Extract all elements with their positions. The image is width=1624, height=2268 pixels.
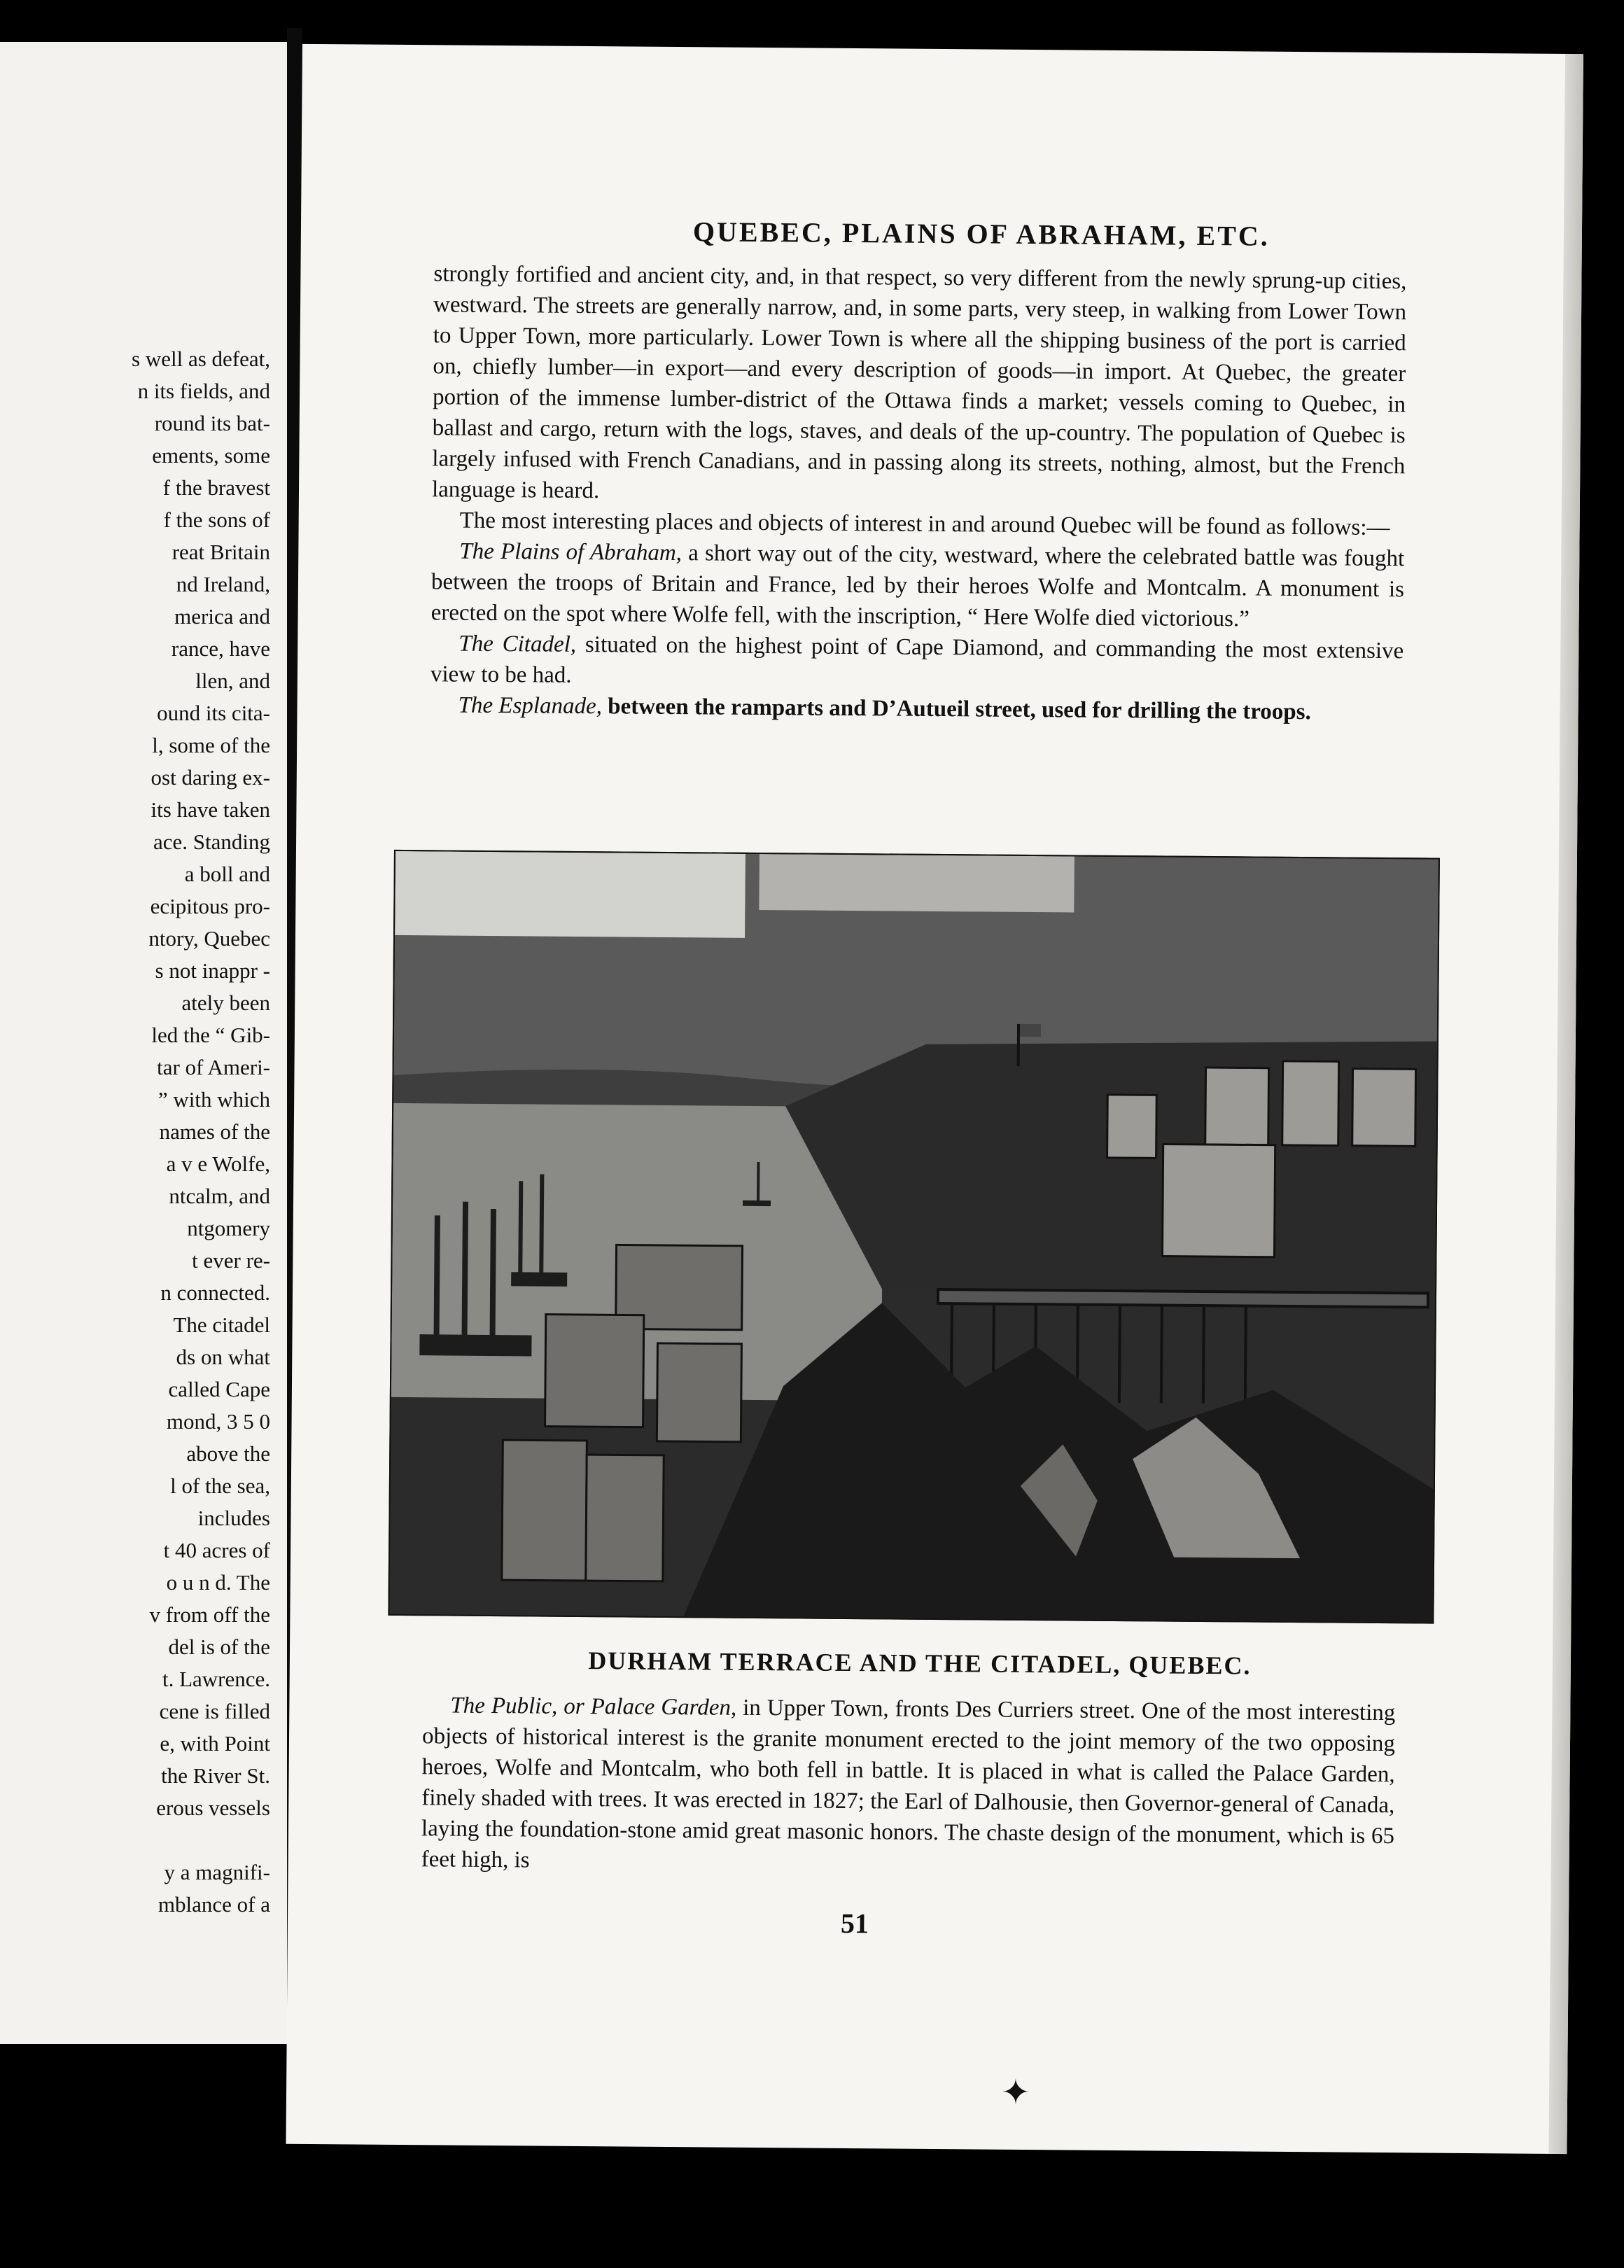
left-page-line: ecipitous pro- xyxy=(150,894,270,918)
left-page-line: reat Britain xyxy=(172,540,270,564)
paragraph-places-intro: The most interesting places and objects of interest in and around Quebec will be found as follows:— xyxy=(459,507,1390,541)
left-page-line: ound its cita- xyxy=(157,701,270,725)
left-page-line: s well as defeat, xyxy=(132,346,270,371)
left-page-line: erous vessels xyxy=(156,1795,270,1820)
left-page-line: a boll and xyxy=(184,862,270,886)
illustration-caption: DURHAM TERRACE AND THE CITADEL, QUEBEC. xyxy=(588,1646,1252,1680)
entry-title-plains: The Plains of Abraham, xyxy=(459,538,682,566)
top-text-block xyxy=(430,258,1406,728)
left-page-line: a v e Wolfe, xyxy=(166,1152,270,1176)
flagpole xyxy=(1017,1024,1020,1066)
entry-title-citadel: The Citadel, xyxy=(458,631,577,657)
paragraph-city-description: strongly fortified and ancient city, and, in that respect, so very different from the newly sprung-up cities, westward. The streets are generally narrow, and, in some parts, very steep, in walking from Lower Town to Upper Town, more particularly. Lower Town is where all the shipping business of the port is carried on, chiefly lumber—in export—and every description of goods—in import. At Quebec, the greater portion of the immense lumber-district of the Ottawa finds a market; vessels coming to Quebec, in ballast and cargo, return with the logs, staves, and deals of the up-country. The population of Quebec is largely infused with French Canadians, and in passing along its streets, nothing, almost, but the French language is heard. xyxy=(431,261,1407,504)
left-page-line: n connected. xyxy=(160,1280,270,1305)
left-page-line: llen, and xyxy=(195,668,270,693)
sky-cloud xyxy=(759,854,1074,913)
left-page-line: t ever re- xyxy=(192,1248,270,1273)
left-page-line: f the sons of xyxy=(163,507,270,532)
left-page-line: tar of Ameri- xyxy=(157,1055,270,1079)
flag xyxy=(1020,1024,1041,1037)
left-page-text xyxy=(0,343,280,1921)
left-page-line: n its fields, and xyxy=(137,379,270,403)
left-page-line: called Cape xyxy=(168,1377,270,1401)
left-page-line: del is of the xyxy=(168,1634,270,1659)
engraving-drawing xyxy=(389,851,1438,1623)
left-page-line: ements, some xyxy=(152,443,270,468)
left-page-line: led the “ Gib- xyxy=(151,1023,270,1047)
left-page-line: l of the sea, xyxy=(170,1474,270,1498)
page-edge xyxy=(1548,54,1583,2154)
left-page-line: f the bravest xyxy=(162,475,270,500)
entry-body-citadel: situated on the highest point of Cape Diamond, and commanding the most extensive view to be had. xyxy=(430,631,1404,688)
left-page-line: ntory, Quebec xyxy=(148,926,270,951)
left-page-line: ” with which xyxy=(158,1087,270,1112)
left-page-line: s not inappr - xyxy=(155,958,270,983)
left-page-line: e, with Point xyxy=(160,1731,270,1756)
left-page-line xyxy=(0,1824,280,1856)
right-page xyxy=(286,44,1583,2154)
left-page-line: cene is filled xyxy=(159,1699,270,1723)
left-page-line: nd Ireland, xyxy=(176,572,270,596)
entry-title-esplanade: The Esplanade, xyxy=(458,692,603,720)
left-page-line: The citadel xyxy=(173,1312,270,1337)
left-page-line: names of the xyxy=(159,1119,270,1144)
left-page-line: v from off the xyxy=(149,1602,270,1627)
bottom-text-block xyxy=(421,1690,1395,1882)
left-page-line: its have taken xyxy=(150,797,270,822)
entry-body-palace-garden: in Upper Town, fronts Des Curriers street. One of the most interesting objects of historical interest is the granite monument erected to the joint memory of the two opposing heroes, Wolfe and Montcalm, who both fell in battle. It is placed in what is called the Palace Garden, finely shaded with trees. It was erected in 1827; the Earl of Dalhousie, then Governor-general of Canada, laying the foundation-stone amid great masonic honors. The chaste design of the monument, which is 65 feet high, is xyxy=(421,1695,1396,1873)
left-page-line: the River St. xyxy=(161,1763,270,1788)
left-page-line: includes xyxy=(197,1506,270,1530)
running-head: QUEBEC, PLAINS OF ABRAHAM, ETC. xyxy=(692,216,1270,252)
left-page-line: rance, have xyxy=(171,636,270,661)
entry-body-esplanade: between the ramparts and D’Autueil street, used for drilling the troops. xyxy=(601,694,1311,725)
scan-mark: ✦ xyxy=(1001,2073,1030,2112)
left-page-line: mond, 3 5 0 xyxy=(166,1409,270,1434)
left-page-line: ds on what xyxy=(176,1345,270,1369)
paragraph-palace-garden xyxy=(421,1690,1395,1882)
paragraph-citadel xyxy=(430,628,1404,697)
left-page-line: ntgomery xyxy=(187,1216,270,1240)
left-page-line: o u n d. The xyxy=(166,1570,270,1595)
entry-title-palace-garden: The Public, or Palace Garden, xyxy=(450,1693,737,1721)
left-page-line: mblance of a xyxy=(158,1892,270,1917)
entry-body-plains: a short way out of the city, westward, where the celebrated battle was fought between the troops of Britain and France, led by their heroes Wolfe and Montcalm. A monument is erected on the spot where Wolfe fell, with the inscription, “ Here Wolfe died victorious.” xyxy=(430,540,1405,632)
left-page-line: round its bat- xyxy=(154,411,270,435)
left-page-line: ost daring ex- xyxy=(150,765,270,790)
left-page-line: merica and xyxy=(174,604,270,629)
sky-highlight xyxy=(395,851,746,938)
left-page-line: ace. Standing xyxy=(153,830,270,854)
left-page-fragment xyxy=(0,42,291,2044)
left-page-line: above the xyxy=(186,1441,270,1466)
left-page-line: y a magnifi- xyxy=(164,1860,270,1884)
left-page-line: t 40 acres of xyxy=(163,1538,270,1562)
left-page-line: t. Lawrence. xyxy=(162,1667,270,1691)
paragraph-plains-of-abraham xyxy=(430,536,1404,636)
left-page-line: ntcalm, and xyxy=(169,1184,270,1208)
engraving-illustration xyxy=(388,850,1440,1624)
left-page-line: ately been xyxy=(181,990,270,1015)
left-page-line: l, some of the xyxy=(152,733,270,757)
page-number: 51 xyxy=(840,1907,869,1940)
